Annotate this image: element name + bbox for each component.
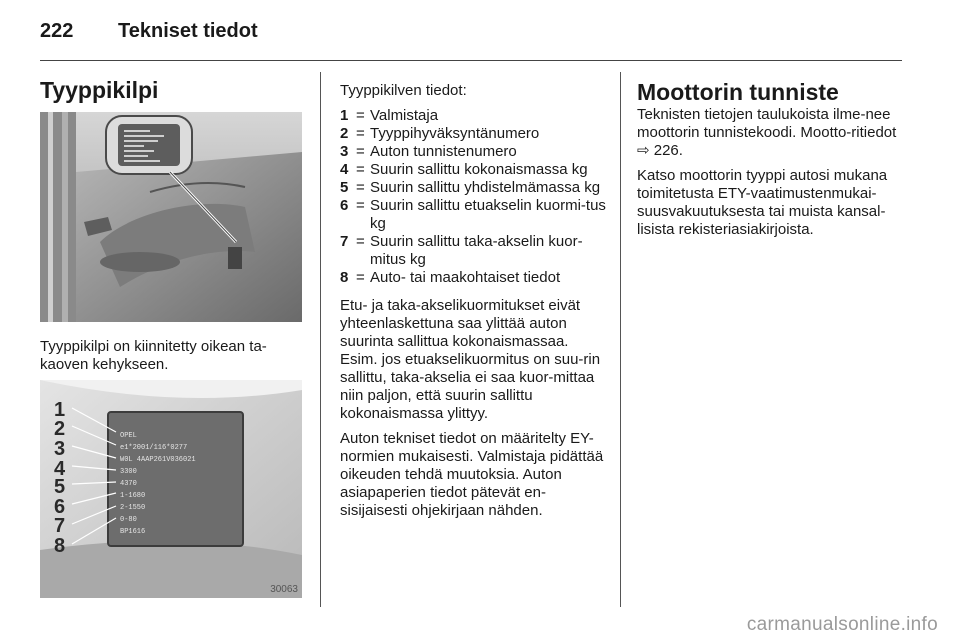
arrow-ref-icon: ⇨ <box>637 142 650 159</box>
plate-line: e1*2001/116*0277 <box>120 444 188 452</box>
header-rule <box>40 60 902 61</box>
engine-type-paragraph: Katso moottorin tyyppi autosi mukana toimitetusta ETY-vaatimustenmukai-suusvakuutuksesta tai muista kansal-lisista rekisteriasiakirjoista. <box>637 167 888 238</box>
plate-line: 1-1680 <box>120 492 146 500</box>
callout-8: 8 <box>54 535 66 557</box>
plate-line: OPEL <box>120 432 137 440</box>
section-heading-type-plate: Tyyppikilpi <box>40 77 159 103</box>
photo-caption: Tyyppikilpi on kiinnitetty oikean ta-kaoven kehykseen. <box>40 338 267 373</box>
legend-item: 6 = Suurin sallittu etuakselin kuormi-tus kg <box>340 197 606 232</box>
legend-item: 4 = Suurin sallittu kokonaismassa kg <box>340 161 588 178</box>
callout-4: 4 <box>54 458 66 480</box>
column-1 <box>40 76 305 104</box>
type-plate-photo <box>40 380 302 598</box>
door-frame-photo <box>40 112 302 322</box>
legend-item: 1 = Valmistaja <box>340 107 439 124</box>
column-divider <box>320 72 321 607</box>
plate-line: 0-80 <box>120 516 137 524</box>
axle-load-paragraph: Etu- ja taka-akselikuormitukset eivät yhteenlaskettuna saa ylittää auton suurinta sallittua kokonaismassaa. Esim. jos etuakselikuormitus on suu-rin sallittu, taka-akselia ei saa kuor-mittaa niin paljon, että suurin sallittu kokonaismassa ylittyy. <box>340 297 601 422</box>
chapter-title: Tekniset tiedot <box>118 20 258 42</box>
plate-line: BP1616 <box>120 528 146 536</box>
page-number: 222 <box>40 20 74 42</box>
legend-item: 7 = Suurin sallittu taka-akselin kuor-mitus kg <box>340 233 583 268</box>
watermark: carmanualsonline.info <box>746 614 938 635</box>
legend-item: 5 = Suurin sallittu yhdistelmämassa kg <box>340 179 601 196</box>
column-divider <box>620 72 621 607</box>
legend-item: 8 = Auto- tai maakohtaiset tiedot <box>340 269 561 286</box>
plate-line: 4370 <box>120 480 137 488</box>
legend-list <box>340 107 606 287</box>
plate-line: 2-1550 <box>120 504 146 512</box>
column-3 <box>637 78 902 246</box>
legend-item: 2 = Tyyppihyväksyntänumero <box>340 125 540 142</box>
column-2 <box>340 82 606 527</box>
engine-id-paragraph: Teknisten tietojen taulukoista ilme-nee moottorin tunnistekoodi. Mootto-ritiedot ⇨ 226. <box>637 106 897 159</box>
callout-5: 5 <box>54 476 66 498</box>
figure-number: 30063 <box>270 584 298 595</box>
callout-7: 7 <box>54 515 66 537</box>
callout-6: 6 <box>54 496 66 518</box>
legend-item: 3 = Auton tunnistenumero <box>340 143 517 160</box>
legend-intro: Tyyppikilven tiedot: <box>340 82 467 99</box>
callout-1: 1 <box>54 399 66 421</box>
caption-block <box>40 338 305 381</box>
callout-3: 3 <box>54 438 66 460</box>
section-heading-engine-id: Moottorin tunniste <box>637 79 839 105</box>
plate-line: 3300 <box>120 468 137 476</box>
ec-norms-paragraph: Auton tekniset tiedot on määritelty EY-normien mukaisesti. Valmistaja pidättää oikeuden tehdä muutoksia. Auton asiapaperien tiedot pätevät en-sisijaisesti ohjekirjaan nähden. <box>340 430 604 519</box>
callout-2: 2 <box>54 418 66 440</box>
page-reference[interactable]: 226. <box>653 142 683 159</box>
plate-line: W0L 4AAP261V036021 <box>120 456 196 464</box>
